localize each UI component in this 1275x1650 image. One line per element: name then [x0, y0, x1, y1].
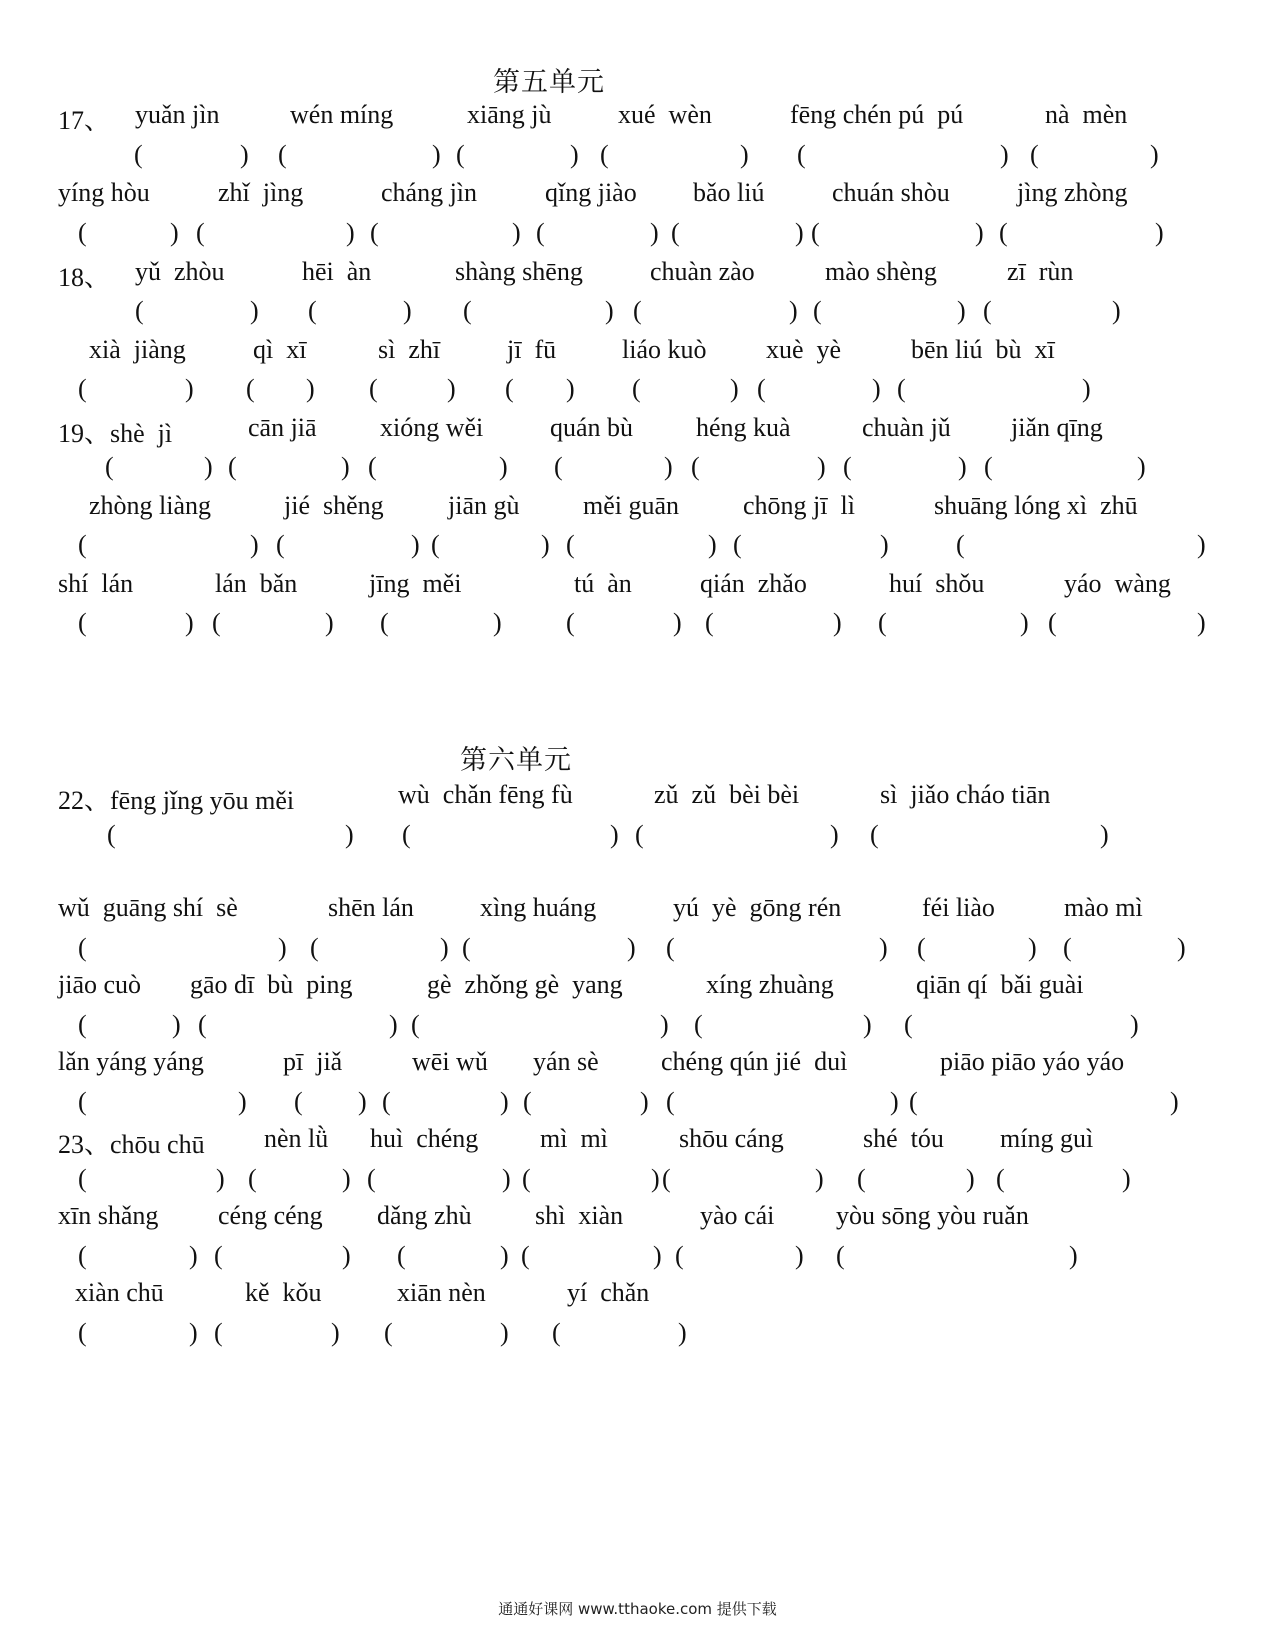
answer-blank-open: (: [369, 374, 378, 403]
pinyin-term: jī fū: [507, 335, 557, 364]
pinyin-term: shì xiàn: [535, 1201, 624, 1230]
footer-source-note: 通通好课网 www.tthaoke.com 提供下载: [498, 1600, 777, 1618]
answer-blank-close: ): [863, 1010, 872, 1039]
answer-blank-open: (: [671, 218, 680, 247]
pinyin-term: zhǐ jìng: [218, 178, 304, 207]
pinyin-term: chōng jī lì: [743, 491, 855, 520]
pinyin-term: shàng shēng: [455, 257, 583, 286]
answer-blank-close: ): [1112, 296, 1121, 325]
pinyin-term: shēn lán: [328, 893, 414, 922]
answer-blank-open: (: [956, 530, 965, 559]
pinyin-term: dǎng zhù: [377, 1201, 472, 1230]
unit6-row-3: [0, 893, 1275, 925]
unit5-row-3: [0, 178, 1275, 210]
answer-blank-open: (: [228, 452, 237, 481]
answer-blank-close: ): [957, 296, 966, 325]
answer-blank-close: ): [341, 452, 350, 481]
answer-blank-close: ): [664, 452, 673, 481]
answer-blank-close: ): [815, 1164, 824, 1193]
answer-blank-open: (: [705, 608, 714, 637]
answer-blank-open: (: [554, 452, 563, 481]
pinyin-term: mào shèng: [825, 257, 937, 286]
pinyin-term: 22、fēng jǐng yōu měi: [58, 786, 295, 815]
answer-blank-close: ): [499, 452, 508, 481]
pinyin-term: chuàn zào: [650, 257, 755, 286]
pinyin-term: gāo dī bù ping: [190, 970, 353, 999]
answer-blank-close: ): [346, 218, 355, 247]
answer-blank-open: (: [897, 374, 906, 403]
answer-blank-close: ): [880, 530, 889, 559]
answer-blank-open: (: [308, 296, 317, 325]
pinyin-term: jiān gù: [448, 491, 520, 520]
answer-blank-open: (: [909, 1087, 918, 1116]
unit5-row-14: [0, 608, 1275, 640]
answer-blank-open: (: [214, 1318, 223, 1347]
answer-blank-close: ): [1177, 933, 1186, 962]
unit6-row-5: [0, 970, 1275, 1002]
pinyin-term: fēng chén pú pú: [790, 100, 964, 129]
answer-blank-open: (: [691, 452, 700, 481]
answer-blank-open: (: [246, 374, 255, 403]
pinyin-term: kě kǒu: [245, 1278, 322, 1307]
answer-blank-close: ): [185, 608, 194, 637]
unit5-row-5: [0, 257, 1275, 292]
answer-blank-open: (: [411, 1010, 420, 1039]
pinyin-term: sì zhī: [378, 335, 441, 364]
unit6-row-7: [0, 1047, 1275, 1079]
answer-blank-close: ): [830, 820, 839, 849]
answer-blank-open: (: [78, 933, 87, 962]
pinyin-term: xué wèn: [618, 100, 712, 129]
pinyin-term: qǐng jiào: [545, 178, 637, 207]
answer-blank-close: ): [170, 218, 179, 247]
pinyin-term: zǔ zǔ bèi bèi: [654, 780, 800, 809]
answer-blank-open: (: [857, 1164, 866, 1193]
answer-blank-close: ): [890, 1087, 899, 1116]
pinyin-term: jiǎn qīng: [1011, 413, 1103, 442]
unit6-row-1: [0, 780, 1275, 815]
answer-blank-close: ): [1082, 374, 1091, 403]
answer-blank-open: (: [566, 608, 575, 637]
answer-blank-close: ): [172, 1010, 181, 1039]
answer-blank-open: (: [196, 218, 205, 247]
answer-blank-open: (: [666, 933, 675, 962]
pinyin-term: 19、shè jì: [58, 419, 173, 448]
answer-blank-close: ): [879, 933, 888, 962]
answer-blank-close: ): [795, 218, 804, 247]
answer-blank-open: (: [878, 608, 887, 637]
answer-blank-close: ): [1100, 820, 1109, 849]
pinyin-term: huì chéng: [370, 1124, 479, 1153]
answer-blank-close: ): [240, 140, 249, 169]
answer-blank-open: (: [248, 1164, 257, 1193]
pinyin-term: liáo kuò: [622, 335, 707, 364]
answer-blank-open: (: [134, 140, 143, 169]
answer-blank-close: ): [1069, 1241, 1078, 1270]
answer-blank-close: ): [673, 608, 682, 637]
pinyin-term: tú àn: [574, 569, 632, 598]
unit5-row-9: [0, 413, 1275, 448]
pinyin-term: xiàn chū: [75, 1278, 164, 1307]
answer-blank-open: (: [633, 296, 642, 325]
answer-blank-open: (: [1030, 140, 1039, 169]
answer-blank-close: ): [306, 374, 315, 403]
answer-blank-open: (: [78, 1318, 87, 1347]
unit5-row-8: [0, 374, 1275, 406]
answer-blank-open: (: [78, 218, 87, 247]
pinyin-term: míng guì: [1000, 1124, 1094, 1153]
answer-blank-close: ): [440, 933, 449, 962]
answer-blank-open: (: [397, 1241, 406, 1270]
pinyin-term: yán sè: [533, 1047, 599, 1076]
answer-blank-close: ): [500, 1087, 509, 1116]
answer-blank-close: ): [185, 374, 194, 403]
unit6-row-12: [0, 1241, 1275, 1273]
pinyin-term: qián zhǎo: [700, 569, 807, 598]
unit5-row-10: [0, 452, 1275, 484]
answer-blank-open: (: [566, 530, 575, 559]
answer-blank-close: ): [389, 1010, 398, 1039]
answer-blank-close: ): [627, 933, 636, 962]
pinyin-term: cān jiā: [248, 413, 317, 442]
answer-blank-close: ): [660, 1010, 669, 1039]
answer-blank-open: (: [78, 530, 87, 559]
answer-blank-close: ): [653, 1241, 662, 1270]
pinyin-term: gè zhǒng gè yang: [427, 970, 623, 999]
unit6-row-14: [0, 1318, 1275, 1350]
answer-blank-open: (: [278, 140, 287, 169]
answer-blank-open: (: [463, 296, 472, 325]
answer-blank-open: (: [733, 530, 742, 559]
answer-blank-close: ): [1197, 608, 1206, 637]
unit6-row-11: [0, 1201, 1275, 1233]
answer-blank-open: (: [78, 1241, 87, 1270]
answer-blank-open: (: [983, 296, 992, 325]
pinyin-term: yú yè gōng rén: [673, 893, 842, 922]
answer-blank-close: ): [342, 1164, 351, 1193]
answer-blank-close: ): [640, 1087, 649, 1116]
pinyin-term: mào mì: [1064, 893, 1143, 922]
answer-blank-open: (: [78, 1010, 87, 1039]
answer-blank-close: ): [238, 1087, 247, 1116]
pinyin-term: wù chǎn fēng fù: [398, 780, 573, 809]
pinyin-term: xióng wěi: [380, 413, 484, 442]
answer-blank-open: (: [984, 452, 993, 481]
pinyin-term: wēi wǔ: [412, 1047, 488, 1076]
answer-blank-open: (: [368, 452, 377, 481]
unit6-row-9: [0, 1124, 1275, 1159]
pinyin-term: shōu cáng: [679, 1124, 784, 1153]
pinyin-term: wǔ guāng shí sè: [58, 893, 238, 922]
answer-blank-close: ): [1020, 608, 1029, 637]
pinyin-term: cháng jìn: [381, 178, 478, 207]
unit5-row-2: [0, 140, 1275, 172]
answer-blank-open: (: [431, 530, 440, 559]
pinyin-term: yí chǎn: [567, 1278, 650, 1307]
pinyin-term: zī rùn: [1007, 257, 1074, 286]
pinyin-term: xíng zhuàng: [706, 970, 834, 999]
answer-blank-open: (: [662, 1164, 671, 1193]
answer-blank-close: ): [740, 140, 749, 169]
answer-blank-close: ): [789, 296, 798, 325]
unit5-row-6: [0, 296, 1275, 328]
unit5-row-7: [0, 335, 1275, 367]
pinyin-term: xuè yè: [766, 335, 842, 364]
answer-blank-open: (: [836, 1241, 845, 1270]
pinyin-term: qì xī: [253, 335, 307, 364]
answer-blank-open: (: [456, 140, 465, 169]
pinyin-term: mì mì: [540, 1124, 608, 1153]
answer-blank-close: ): [966, 1164, 975, 1193]
pinyin-term: yòu sōng yòu ruǎn: [836, 1201, 1029, 1230]
answer-blank-open: (: [996, 1164, 1005, 1193]
pinyin-term: pī jiǎ: [283, 1047, 343, 1076]
answer-blank-open: (: [600, 140, 609, 169]
answer-blank-close: ): [1155, 218, 1164, 247]
answer-blank-close: ): [541, 530, 550, 559]
answer-blank-close: ): [872, 374, 881, 403]
answer-blank-close: ): [1122, 1164, 1131, 1193]
answer-blank-open: (: [870, 820, 879, 849]
unit5-row-1: [0, 100, 1275, 135]
answer-blank-open: (: [522, 1164, 531, 1193]
answer-blank-close: ): [1000, 140, 1009, 169]
answer-blank-open: (: [536, 218, 545, 247]
answer-blank-close: ): [1170, 1087, 1179, 1116]
answer-blank-open: (: [402, 820, 411, 849]
answer-blank-open: (: [917, 933, 926, 962]
pinyin-term: xiān nèn: [397, 1278, 486, 1307]
answer-blank-open: (: [78, 1087, 87, 1116]
answer-blank-close: ): [432, 140, 441, 169]
answer-blank-close: ): [204, 452, 213, 481]
answer-blank-open: (: [843, 452, 852, 481]
unit5-title: 第五单元: [493, 67, 605, 98]
pinyin-term: chuàn jǔ: [862, 413, 951, 442]
pinyin-term: xiāng jù: [467, 100, 552, 129]
pinyin-term: yuǎn jìn: [135, 100, 220, 129]
pinyin-term: chuán shòu: [832, 178, 950, 207]
unit5-row-12: [0, 530, 1275, 562]
pinyin-term: nèn lǜ: [264, 1124, 329, 1153]
answer-blank-close: ): [216, 1164, 225, 1193]
answer-blank-close: ): [708, 530, 717, 559]
pinyin-term: shí lán: [58, 569, 134, 598]
answer-blank-open: (: [632, 374, 641, 403]
answer-blank-close: ): [250, 296, 259, 325]
answer-blank-close: ): [730, 374, 739, 403]
answer-blank-close: ): [650, 218, 659, 247]
pinyin-term: bǎo liú: [693, 178, 765, 207]
pinyin-term: zhòng liàng: [89, 491, 212, 520]
answer-blank-close: ): [570, 140, 579, 169]
answer-blank-open: (: [294, 1087, 303, 1116]
pinyin-term: féi liào: [922, 893, 995, 922]
answer-blank-open: (: [107, 820, 116, 849]
pinyin-term: lán bǎn: [215, 569, 298, 598]
answer-blank-close: ): [278, 933, 287, 962]
answer-blank-open: (: [78, 374, 87, 403]
pinyin-term: 17、: [58, 106, 111, 135]
answer-blank-close: ): [1130, 1010, 1139, 1039]
pinyin-term: jīng měi: [369, 569, 462, 598]
unit6-row-4: [0, 933, 1275, 965]
answer-blank-open: (: [811, 218, 820, 247]
answer-blank-open: (: [78, 1164, 87, 1193]
answer-blank-open: (: [694, 1010, 703, 1039]
answer-blank-open: (: [135, 296, 144, 325]
answer-blank-open: (: [384, 1318, 393, 1347]
answer-blank-close: ): [500, 1318, 509, 1347]
unit6-title: 第六单元: [460, 745, 572, 776]
answer-blank-open: (: [105, 452, 114, 481]
answer-blank-close: ): [189, 1318, 198, 1347]
answer-blank-close: ): [1150, 140, 1159, 169]
answer-blank-open: (: [78, 608, 87, 637]
pinyin-term: xīn shǎng: [58, 1201, 159, 1230]
unit5-row-11: [0, 491, 1275, 523]
answer-blank-open: (: [212, 608, 221, 637]
answer-blank-open: (: [552, 1318, 561, 1347]
pinyin-term: shé tóu: [863, 1124, 944, 1153]
answer-blank-open: (: [1063, 933, 1072, 962]
pinyin-term: yǔ zhòu: [135, 257, 225, 286]
pinyin-term: sì jiǎo cháo tiān: [880, 780, 1051, 809]
pinyin-term: yào cái: [700, 1201, 775, 1230]
answer-blank-open: (: [797, 140, 806, 169]
answer-blank-open: (: [214, 1241, 223, 1270]
answer-blank-open: (: [666, 1087, 675, 1116]
answer-blank-close: ): [325, 608, 334, 637]
answer-blank-close: ): [500, 1241, 509, 1270]
pinyin-term: nà mèn: [1045, 100, 1128, 129]
pinyin-term: qiān qí bǎi guài: [916, 970, 1084, 999]
answer-blank-close: ): [493, 608, 502, 637]
answer-blank-open: (: [521, 1241, 530, 1270]
answer-blank-open: (: [999, 218, 1008, 247]
pinyin-term: quán bù: [550, 413, 634, 442]
pinyin-term: jìng zhòng: [1017, 178, 1128, 207]
answer-blank-close: ): [566, 374, 575, 403]
unit6-row-10: [0, 1164, 1275, 1196]
answer-blank-open: (: [310, 933, 319, 962]
answer-blank-close: ): [250, 530, 259, 559]
answer-blank-close: ): [358, 1087, 367, 1116]
pinyin-term: héng kuà: [696, 413, 791, 442]
answer-blank-close: ): [1137, 452, 1146, 481]
answer-blank-close: ): [678, 1318, 687, 1347]
answer-blank-open: (: [367, 1164, 376, 1193]
pinyin-term: xià jiàng: [89, 335, 186, 364]
answer-blank-close: ): [1197, 530, 1206, 559]
unit6-row-6: [0, 1010, 1275, 1042]
answer-blank-open: (: [198, 1010, 207, 1039]
answer-blank-open: (: [635, 820, 644, 849]
answer-blank-close: ): [958, 452, 967, 481]
pinyin-term: shuāng lóng xì zhū: [934, 491, 1138, 520]
unit5-row-4: [0, 218, 1275, 250]
answer-blank-close: ): [605, 296, 614, 325]
answer-blank-open: (: [276, 530, 285, 559]
answer-blank-close: ): [403, 296, 412, 325]
answer-blank-close: ): [342, 1241, 351, 1270]
pinyin-term: jié shěng: [284, 491, 384, 520]
answer-blank-close: ): [1028, 933, 1037, 962]
answer-blank-open: (: [370, 218, 379, 247]
answer-blank-close: ): [189, 1241, 198, 1270]
answer-blank-close: ): [975, 218, 984, 247]
answer-blank-open: (: [904, 1010, 913, 1039]
answer-blank-open: (: [505, 374, 514, 403]
answer-blank-close: ): [512, 218, 521, 247]
answer-blank-open: (: [757, 374, 766, 403]
answer-blank-close: ): [817, 452, 826, 481]
answer-blank-open: (: [462, 933, 471, 962]
unit6-row-13: [0, 1278, 1275, 1310]
pinyin-term: hēi àn: [302, 257, 372, 286]
answer-blank-open: (: [380, 608, 389, 637]
answer-blank-open: (: [813, 296, 822, 325]
pinyin-term: wén míng: [290, 100, 394, 129]
answer-blank-close: ): [447, 374, 456, 403]
pinyin-term: yíng hòu: [58, 178, 150, 207]
answer-blank-close: ): [795, 1241, 804, 1270]
pinyin-term: huí shǒu: [889, 569, 985, 598]
answer-blank-open: (: [675, 1241, 684, 1270]
pinyin-term: piāo piāo yáo yáo: [940, 1047, 1125, 1076]
answer-blank-close: ): [345, 820, 354, 849]
answer-blank-close: ): [331, 1318, 340, 1347]
answer-blank-open: (: [523, 1087, 532, 1116]
pinyin-term: céng céng: [218, 1201, 323, 1230]
answer-blank-close: ): [833, 608, 842, 637]
pinyin-term: 18、: [58, 263, 111, 292]
answer-blank-close: ): [651, 1164, 660, 1193]
pinyin-term: yáo wàng: [1064, 569, 1171, 598]
unit5-row-13: [0, 569, 1275, 601]
pinyin-term: chéng qún jié duì: [661, 1047, 848, 1076]
answer-blank-close: ): [610, 820, 619, 849]
answer-blank-open: (: [382, 1087, 391, 1116]
answer-blank-close: ): [502, 1164, 511, 1193]
unit6-row-2: [0, 820, 1275, 852]
unit6-row-8: [0, 1087, 1275, 1119]
answer-blank-close: ): [411, 530, 420, 559]
pinyin-term: měi guān: [583, 491, 680, 520]
pinyin-term: bēn liú bù xī: [911, 335, 1055, 364]
pinyin-term: lǎn yáng yáng: [58, 1047, 204, 1076]
answer-blank-open: (: [1048, 608, 1057, 637]
pinyin-term: jiāo cuò: [58, 970, 142, 999]
pinyin-term: 23、chōu chū: [58, 1130, 205, 1159]
pinyin-term: xìng huáng: [480, 893, 597, 922]
